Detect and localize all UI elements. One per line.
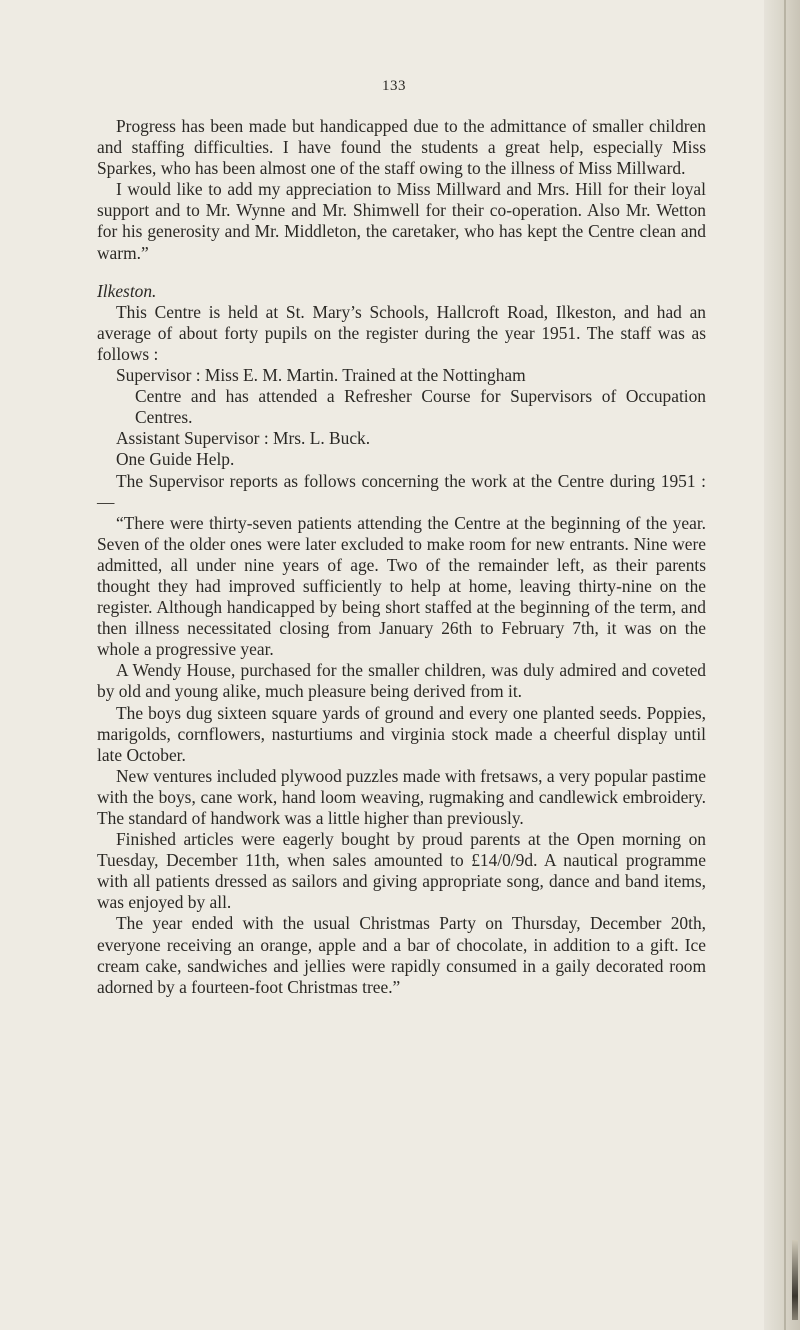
paragraph: A Wendy House, purchased for the smaller children, was duly admired and coveted by old and young alike, much pleasure being derived from it. — [97, 660, 706, 702]
paragraph: Progress has been made but handicapped due to the admittance of smaller children and staffing difficulties. I have found the students a great help, especially Miss Sparkes, who has been almost one of the staff owing to the illness of Miss Millward. — [97, 116, 706, 179]
paragraph: “There were thirty-seven patients attending the Centre at the beginning of the year. Seven of the older ones were later excluded to make room for new entrants. Nine were admitted, all under nine years of age. Two of the remainder left, as their parents thought they had improved sufficiently to help at home, leaving thirty-nine on the register. Although handicapped by being short staffed at the beginning of the term, and then illness necessitated closing from January 26th to February 7th, it was on the whole a progressive year. — [97, 512, 706, 660]
binding-line — [784, 0, 786, 1330]
staff-entry-supervisor — [97, 365, 706, 428]
paragraph: The boys dug sixteen square yards of ground and every one planted seeds. Poppies, marigolds, cornflowers, nasturtiums and virginia stock made a cheerful display until late October. — [97, 702, 706, 765]
paragraph: New ventures included plywood puzzles made with fretsaws, a very popular pastime with the boys, cane work, hand loom weaving, rugmaking and candlewick embroidery. The standard of handwork was a little higher than previously. — [97, 765, 706, 828]
staff-entry-first-line: Supervisor : Miss E. M. Martin. Trained at the Nottingham — [116, 365, 526, 386]
text-column — [97, 116, 706, 998]
paragraph: The year ended with the usual Christmas Party on Thursday, December 20th, everyone receiving an orange, apple and a bar of chocolate, in addition to a gift. Ice cream cake, sandwiches and jellies were rapidly consumed in a gaily decorated room adorned by a fourteen-foot Christmas tree.” — [97, 913, 706, 997]
page-number: 133 — [382, 78, 406, 94]
paragraph: I would like to add my appreciation to Miss Millward and Mrs. Hill for their loyal support and to Mr. Wynne and Mr. Shimwell for their co-operation. Also Mr. Wetton for his generosity and Mr. Middleton, the caretaker, who has kept the Centre clean and warm.” — [97, 179, 706, 263]
staff-entry-assistant: Assistant Supervisor : Mrs. L. Buck. — [116, 428, 371, 449]
paragraph: This Centre is held at St. Mary’s Schools, Hallcroft Road, Ilkeston, and had an average of about forty pupils on the register during the year 1951. The staff was as follows : — [97, 301, 706, 364]
binding-mark — [792, 1240, 798, 1320]
staff-entry-guide: One Guide Help. — [116, 449, 235, 470]
paragraph: The Supervisor reports as follows concerning the work at the Centre during 1951 :— — [97, 470, 706, 512]
section-heading: Ilkeston. — [97, 280, 157, 301]
staff-entry-continuation: Centre and has attended a Refresher Course for Supervisors of Occupation Centres. — [135, 386, 706, 428]
page-edge-shadow — [764, 0, 800, 1330]
paragraph: Finished articles were eagerly bought by proud parents at the Open morning on Tuesday, December 11th, when sales amounted to £14/0/9d. A nautical programme with all patients dressed as sailors and giving appropriate song, dance and band items, was enjoyed by all. — [97, 829, 706, 913]
